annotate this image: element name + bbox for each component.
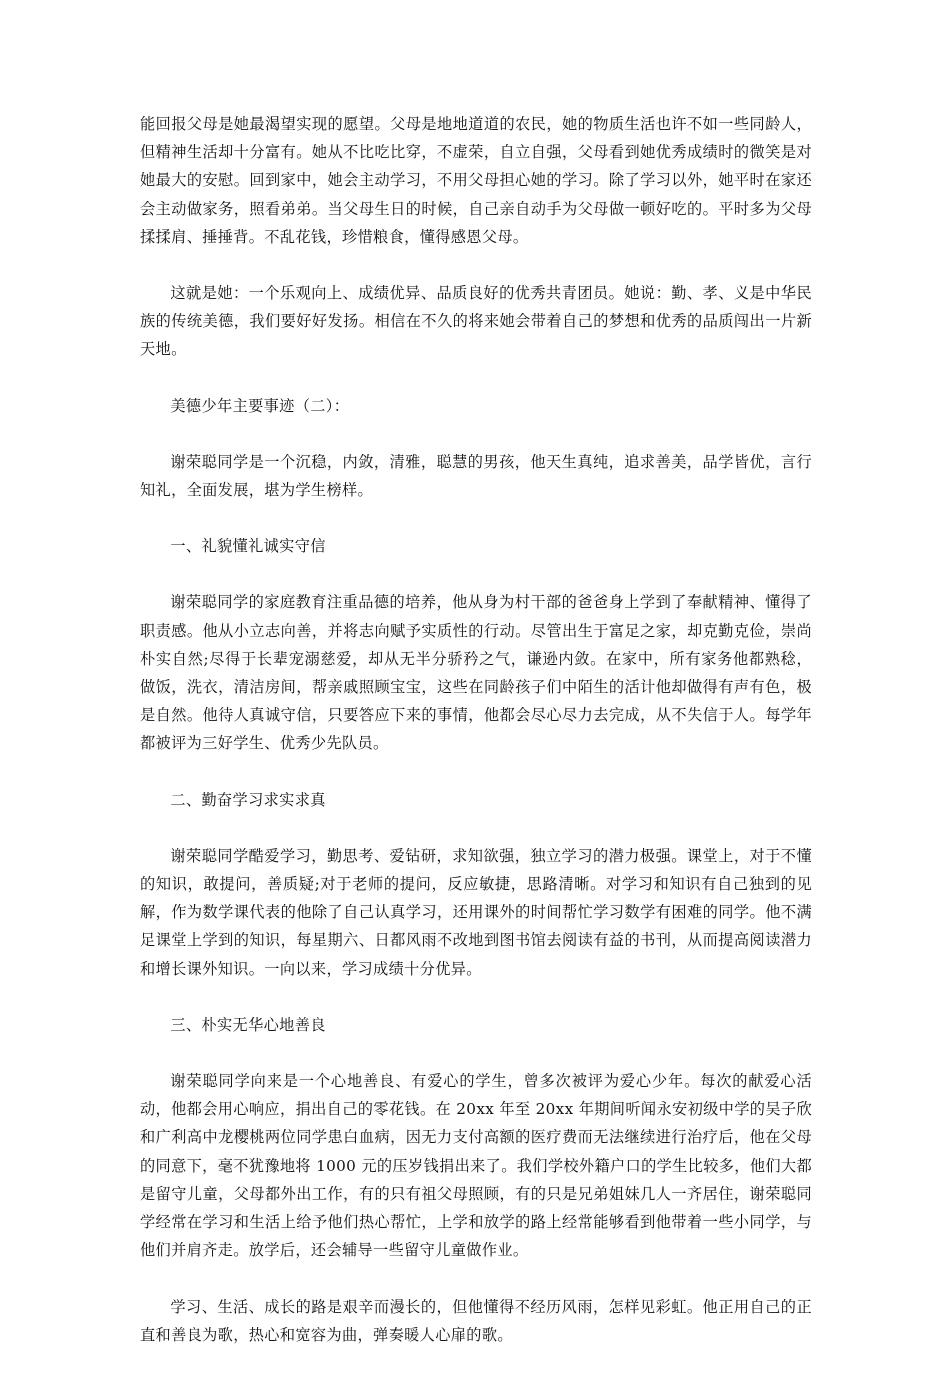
paragraph-7: 学习、生活、成长的路是艰辛而漫长的，但他懂得不经历风雨，怎样见彩虹。他正用自己的正直和善良为歌，热心和宽容为曲，弹奏暖人心扉的歌。 — [140, 1297, 812, 1344]
document-body — [140, 110, 812, 1377]
paragraph-5: 谢荣聪同学酷爱学习，勤思考、爱钻研，求知欲强，独立学习的潜力极强。课堂上，对于不懂的知识，敢提问，善质疑;对于老师的提问，反应敏捷，思路清晰。对学习和知识有自己独到的见解，作为数学课代表的他除了自己认真学习，还用课外的时间帮忙学习数学有困难的同学。他不满足课堂上学到的知识，每星期六、日都风雨不改地到图书馆去阅读有益的书刊，从而提高阅读潜力和增长课外知识。一向以来，学习成绩十分优异。 — [140, 846, 812, 978]
paragraph-4: 谢荣聪同学的家庭教育注重品德的培养，他从身为村干部的爸爸身上学到了奉献精神、懂得了职责感。他从小立志向善，并将志向赋予实质性的行动。尽管出生于富足之家，却克勤克俭，崇尚朴实自然;尽得于长辈宠溺慈爱，却从无半分骄矜之气，谦逊内敛。在家中，所有家务他都熟稔，做饭，洗衣，清洁房间，帮亲戚照顾宝宝，这些在同龄孩子们中陌生的活计他却做得有声有色，极是自然。他待人真诚守信，只要答应下来的事情，他都会尽心尽力去完成，从不失信于人。每学年都被评为三好学生、优秀少先队员。 — [140, 593, 812, 753]
paragraph-3: 谢荣聪同学是一个沉稳，内敛，清雅，聪慧的男孩，他天生真纯，追求善美，品学皆优，言行知礼，全面发展，堪为学生榜样。 — [140, 452, 812, 500]
paragraph-2: 这就是她：一个乐观向上、成绩优异、品质良好的优秀共青团员。她说：勤、孝、义是中华民族的传统美德，我们要好好发扬。相信在不久的将来她会带着自己的梦想和优秀的品质闯出一片新天地。 — [140, 284, 812, 359]
heading-3: 三、朴实无华心地善良 — [170, 1015, 326, 1034]
paragraph-6: 谢荣聪同学向来是一个心地善良、有爱心的学生，曾多次被评为爱心少年。每次的献爱心活动，他都会用心响应，捐出自己的零花钱。在 20xx 年至 20xx 年期间听闻永安初级中学的吴子欣和广利高中龙樱桃两位同学患白血病，因无力支付高额的医疗费而无法继续进行治疗后，他在父母的同意下，毫不犹豫地将 1000 元的压岁钱捐出来了。我们学校外籍户口的学生比较多，他们大都是留守儿童，父母都外出工作，有的只有祖父母照顾，有的只是兄弟姐妹几人一齐居住，谢荣聪同学经常在学习和生活上给予他们热心帮忙，上学和放学的路上经常能够看到他带着一些小同学，与他们并肩齐走。放学后，还会辅导一些留守儿童做作业。 — [140, 1072, 812, 1260]
paragraph-1: 能回报父母是她最渴望实现的愿望。父母是地地道道的农民，她的物质生活也许不如一些同龄人，但精神生活却十分富有。她从不比吃比穿，不虚荣，自立自强，父母看到她优秀成绩时的微笑是对她最大的安慰。回到家中，她会主动学习，不用父母担心她的学习。除了学习以外，她平时在家还会主动做家务，照看弟弟。当父母生日的时候，自己亲自动手为父母做一顿好吃的。平时多为父母揉揉肩、捶捶背。不乱花钱，珍惜粮食，懂得感恩父母。 — [140, 115, 812, 246]
heading-2: 二、勤奋学习求实求真 — [170, 790, 326, 809]
heading-1: 一、礼貌懂礼诚实守信 — [170, 537, 326, 556]
section-title: 美德少年主要事迹（二）： — [170, 396, 350, 415]
